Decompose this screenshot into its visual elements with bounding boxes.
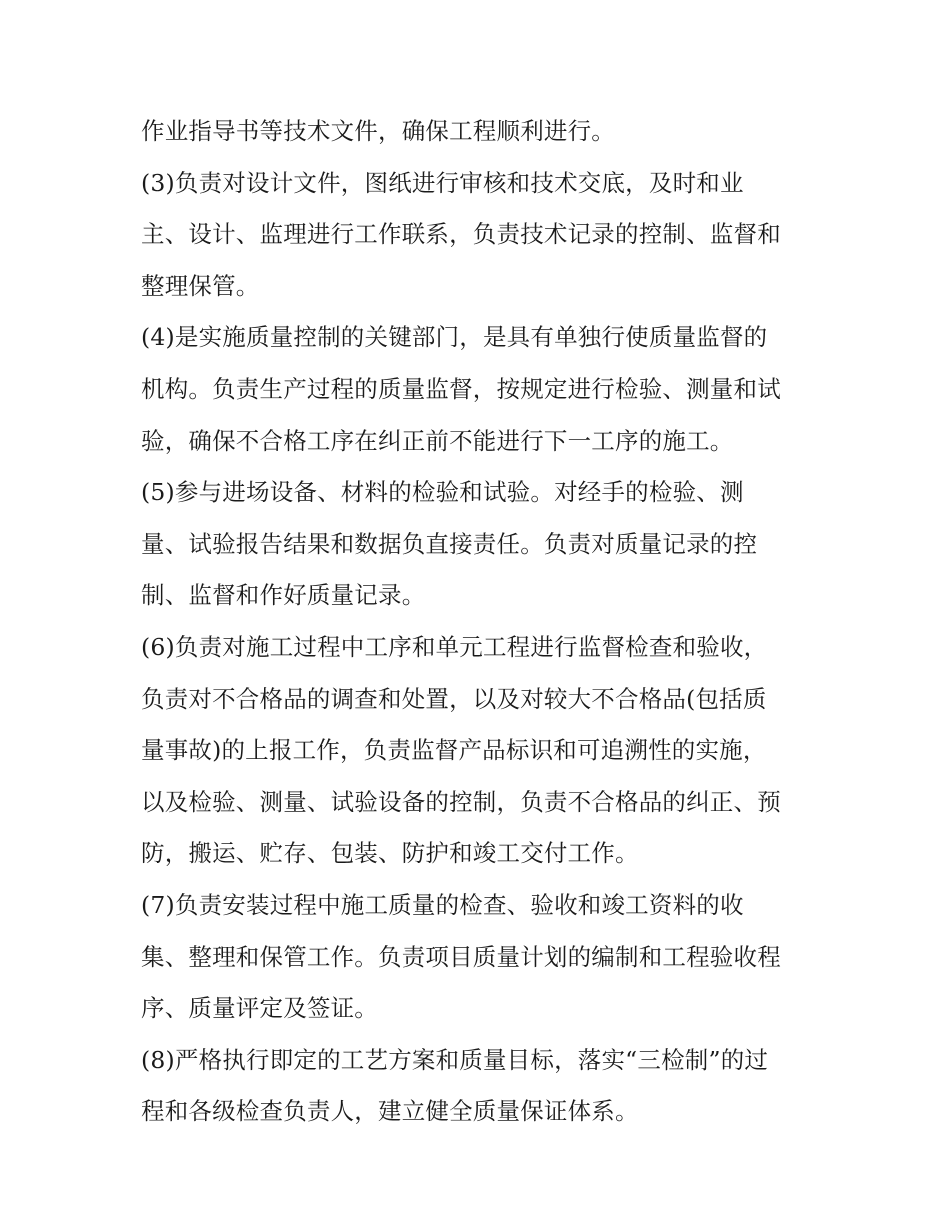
text-line: 验，确保不合格工序在纠正前不能进行下一工序的施工。 — [141, 426, 734, 455]
text-line: 防，搬运、贮存、包装、防护和竣工交付工作。 — [141, 839, 639, 868]
text-line: (4)是实施质量控制的关键部门，是具有单独行使质量监督的 — [141, 323, 768, 352]
body-text — [141, 108, 831, 1140]
text-line: (5)参与进场设备、材料的检验和试验。对经手的检验、测 — [141, 478, 744, 507]
text-line: 程和各级检查负责人，建立健全质量保证体系。 — [141, 1097, 639, 1126]
text-line: 作业指导书等技术文件，确保工程顺利进行。 — [141, 117, 615, 145]
text-line: 以及检验、测量、试验设备的控制，负责不合格品的纠正、预 — [141, 787, 781, 816]
text-line: 整理保管。 — [141, 271, 260, 300]
text-line: (8)严格执行即定的工艺方案和质量目标，落实“三检制”的过 — [141, 1045, 769, 1074]
text-line: (7)负责安装过程中施工质量的检查、验收和竣工资料的收 — [141, 890, 744, 919]
text-line: 量、试验报告结果和数据负直接责任。负责对质量记录的控 — [141, 529, 758, 558]
text-line: 主、设计、监理进行工作联系，负责技术记录的控制、监督和 — [141, 220, 781, 249]
text-line: 负责对不合格品的调查和处置，以及对较大不合格品(包括质 — [141, 684, 767, 713]
text-line: (3)负责对设计文件，图纸进行审核和技术交底，及时和业 — [141, 168, 744, 197]
text-line: 序、质量评定及签证。 — [141, 994, 378, 1023]
text-line: 制、监督和作好质量记录。 — [141, 581, 426, 610]
text-line: 集、整理和保管工作。负责项目质量计划的编制和工程验收程 — [141, 942, 781, 971]
text-line: 量事故)的上报工作，负责监督产品标识和可追溯性的实施， — [141, 736, 767, 765]
text-line: (6)负责对施工过程中工序和单元工程进行监督检查和验收， — [141, 632, 768, 661]
text-line: 机构。负责生产过程的质量监督，按规定进行检验、测量和试 — [141, 374, 781, 403]
